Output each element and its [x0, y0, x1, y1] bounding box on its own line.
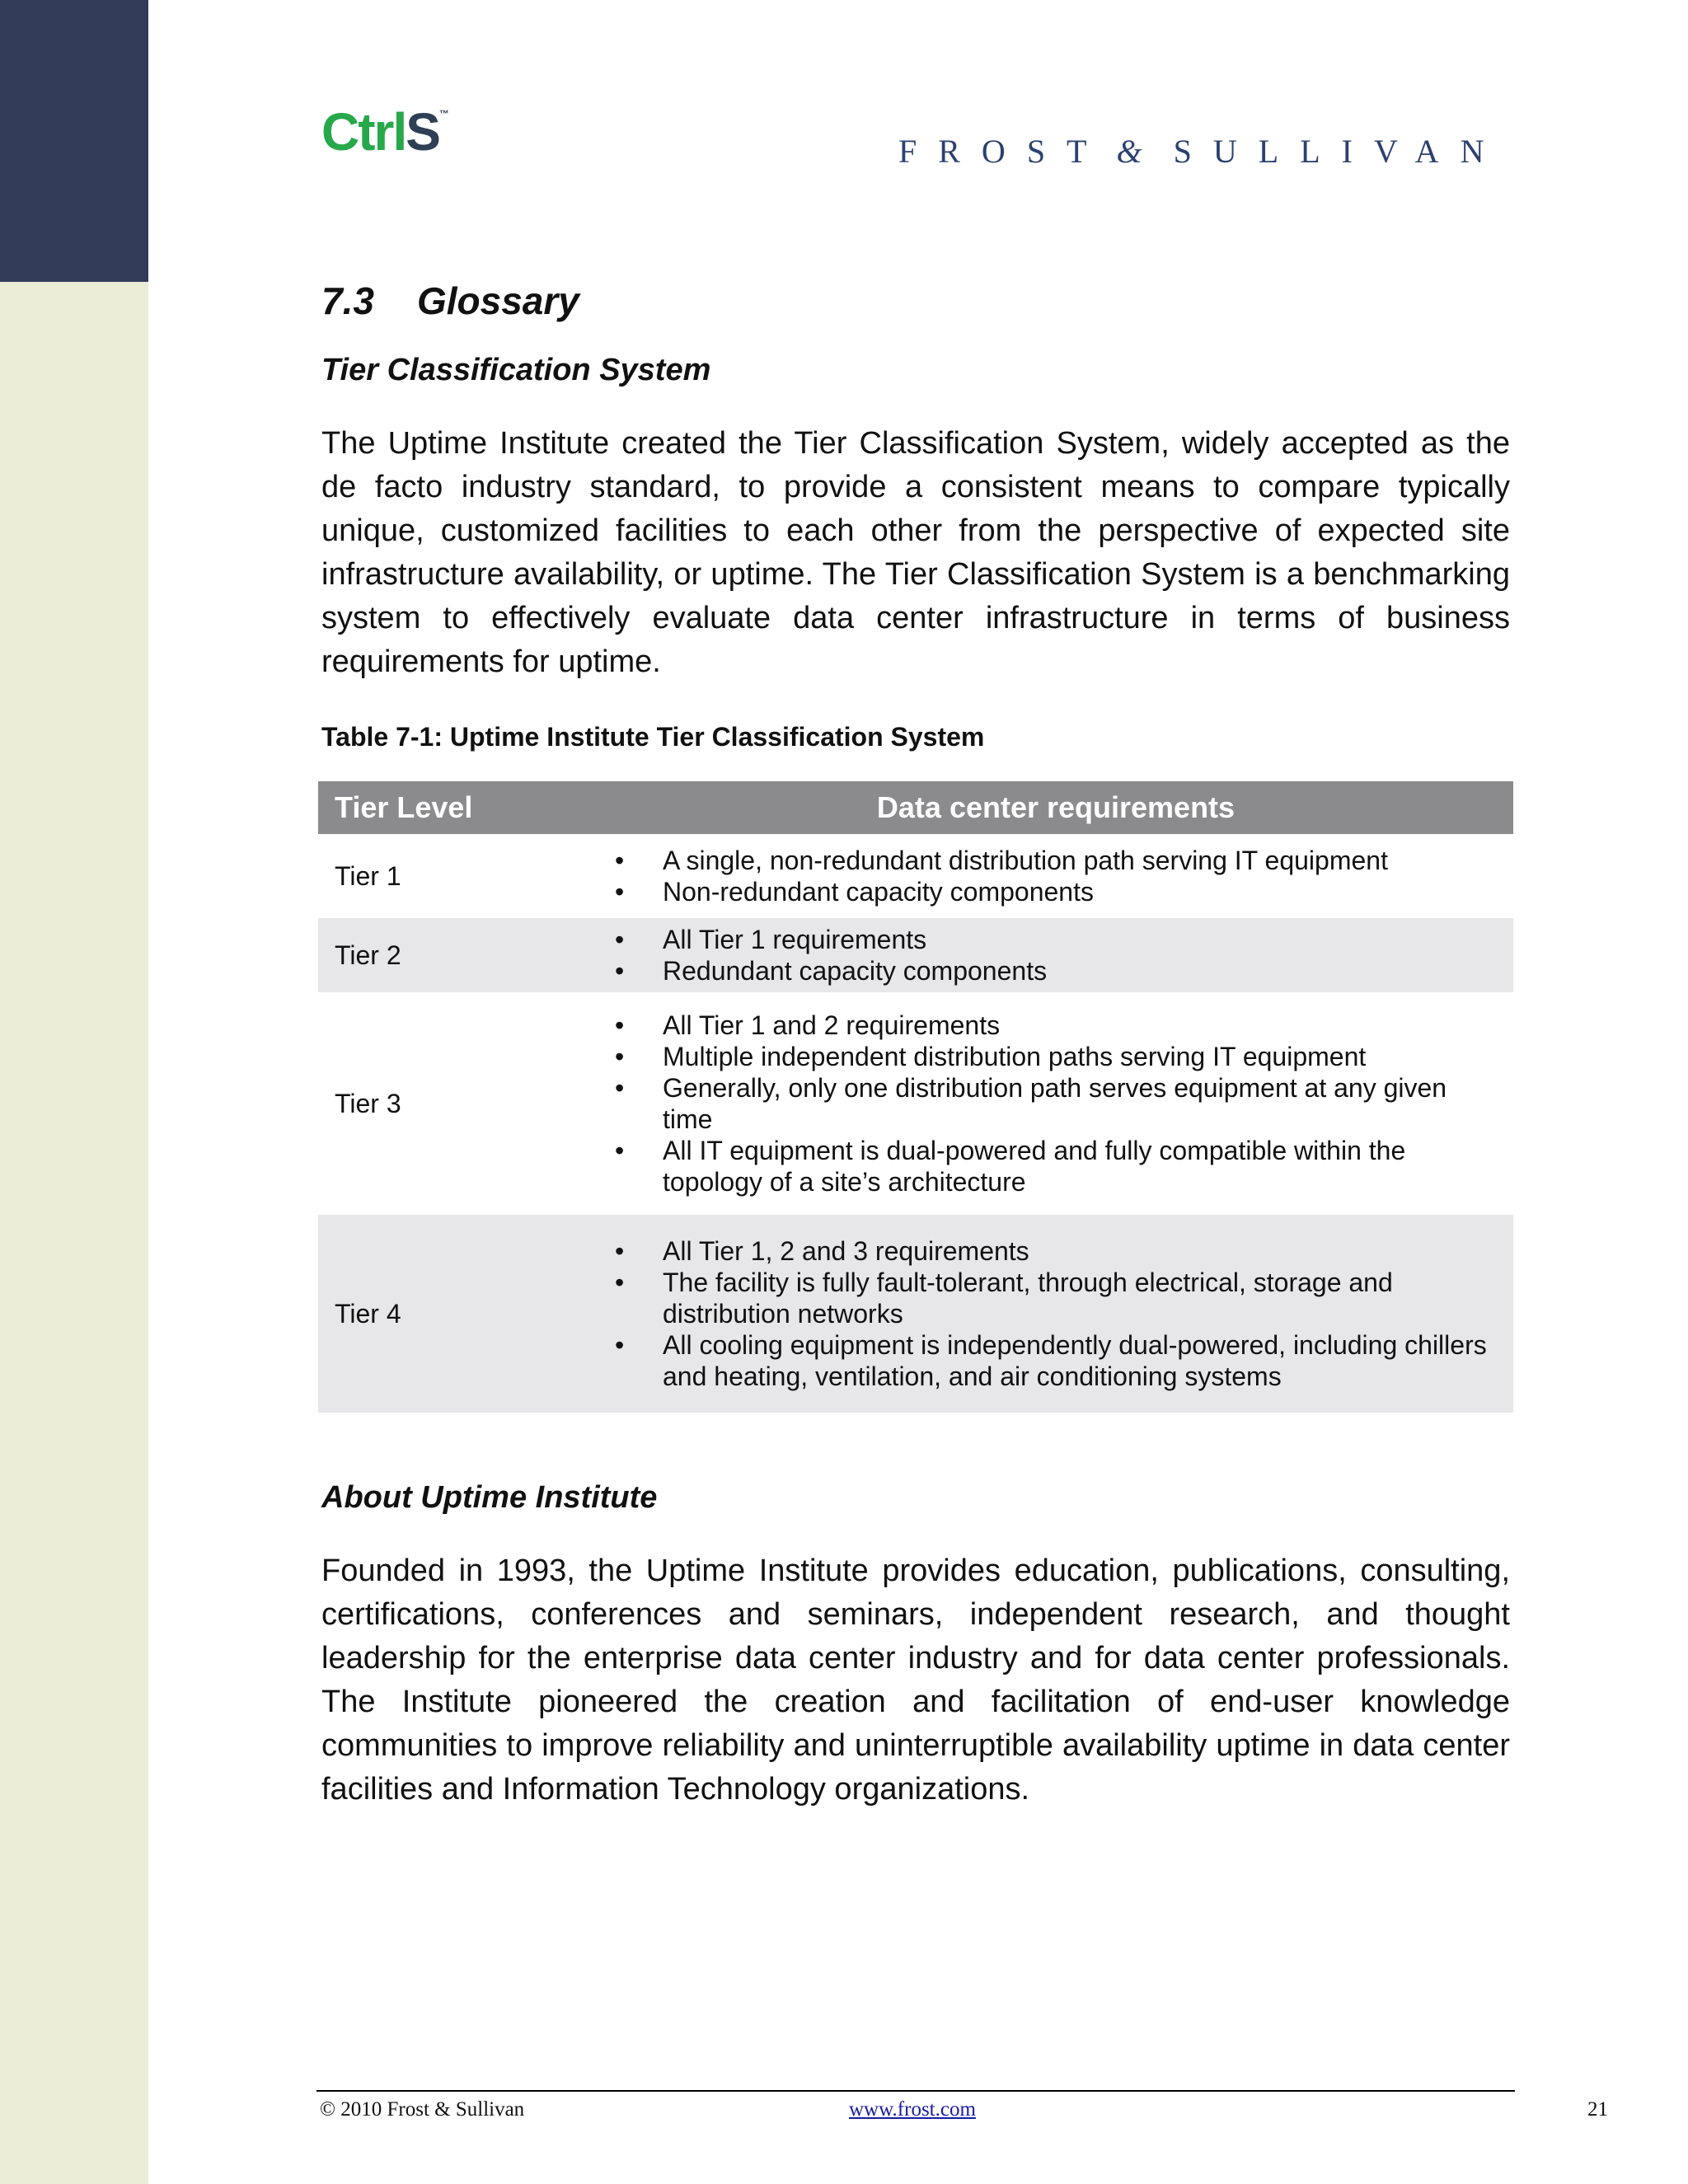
list-item: • Generally, only one distribution path serves equipment at any given time: [615, 1072, 1497, 1135]
footer-copyright: © 2010 Frost & Sullivan: [320, 2098, 525, 2121]
tier-level-cell: Tier 4: [318, 1215, 598, 1413]
footer-page-number: 21: [1587, 2098, 1608, 2121]
footer-website-link[interactable]: www.frost.com: [849, 2098, 976, 2121]
about-uptime-heading: About Uptime Institute: [321, 1480, 658, 1515]
table-row: [318, 992, 1513, 1215]
list-item: • All IT equipment is dual-powered and fully compatible within the topology of a site’s architecture: [615, 1135, 1497, 1197]
ctrls-logo-ctrl: Ctrl: [321, 102, 406, 162]
ctrls-logo: [321, 102, 448, 162]
list-item: • Non-redundant capacity components: [615, 876, 1497, 907]
list-item: • All Tier 1 and 2 requirements: [615, 1010, 1497, 1041]
left-sidebar-band: [0, 0, 148, 2184]
requirements-cell: [598, 992, 1513, 1215]
ctrls-logo-s: S: [406, 102, 439, 162]
tier-level-cell: Tier 1: [335, 860, 401, 891]
list-item: • All cooling equipment is independently dual-powered, including chillers and heating, ventilation, and air conditioning systems: [615, 1329, 1497, 1392]
requirements-list: [615, 1235, 1497, 1392]
ctrls-logo-tm: ™: [438, 108, 448, 120]
tier-classification-heading: Tier Classification System: [321, 353, 711, 387]
list-item: • Redundant capacity components: [615, 955, 1497, 987]
tier-classification-table: [318, 781, 1513, 1413]
table-caption: Table 7-1: Uptime Institute Tier Classification System: [321, 722, 985, 752]
about-uptime-paragraph: Founded in 1993, the Uptime Institute provides education, publications, consulting, certifications, conferences and seminars, independent research, and thought leadership for the enterprise data center industry and for data center professionals. The Institute pioneered the creation and facilitation of end-user knowledge communities to improve reliability and uninterruptible availability uptime in data center facilities and Information Technology organizations.: [321, 1554, 1510, 1807]
left-sidebar-dark-block: [0, 0, 148, 282]
footer-link-wrapper: [849, 2098, 976, 2121]
frost-sullivan-logo: [898, 132, 1505, 171]
frost-logo-word-1: FROST: [898, 133, 1109, 170]
table-row: [318, 918, 1513, 992]
list-item: • The facility is fully fault-tolerant, through electrical, storage and distribution networks: [615, 1267, 1497, 1329]
section-title: [321, 279, 579, 323]
requirements-cell: [598, 834, 1513, 918]
list-item: • Multiple independent distribution paths serving IT equipment: [615, 1041, 1497, 1072]
table-row: [318, 1215, 1513, 1413]
frost-logo-ampersand: &: [1116, 133, 1142, 170]
list-item: • A single, non-redundant distribution path serving IT equipment: [615, 845, 1497, 876]
requirements-list: [615, 1010, 1497, 1197]
tier-level-cell: Tier 3: [335, 1088, 401, 1118]
list-item: • All Tier 1, 2 and 3 requirements: [615, 1235, 1497, 1267]
requirements-list: [615, 845, 1497, 907]
table-header-row: [318, 781, 1513, 834]
frost-logo-word-2: SULLIVAN: [1173, 133, 1506, 170]
requirements-cell: [598, 1215, 1513, 1413]
table-row: [318, 834, 1513, 918]
tier-level-cell: Tier 2: [318, 918, 598, 992]
requirements-list: [615, 924, 1497, 987]
section-number: 7.3: [321, 279, 374, 322]
table-header-requirements: Data center requirements: [598, 781, 1513, 834]
section-title-text: Glossary: [416, 279, 579, 322]
table-header-tier-level: Tier Level: [318, 781, 598, 834]
requirements-cell: [598, 918, 1513, 992]
list-item: • All Tier 1 requirements: [615, 924, 1497, 955]
tier-classification-paragraph: The Uptime Institute created the Tier Classification System, widely accepted as the de facto industry standard, to provide a consistent means to compare typically unique, customized facilities to each other from the perspective of expected site infrastructure availability, or uptime. The Tier Classification System is a benchmarking system to effectively evaluate data center infrastructure in terms of business requirements for uptime.: [321, 426, 1510, 679]
footer-divider: [316, 2090, 1515, 2092]
